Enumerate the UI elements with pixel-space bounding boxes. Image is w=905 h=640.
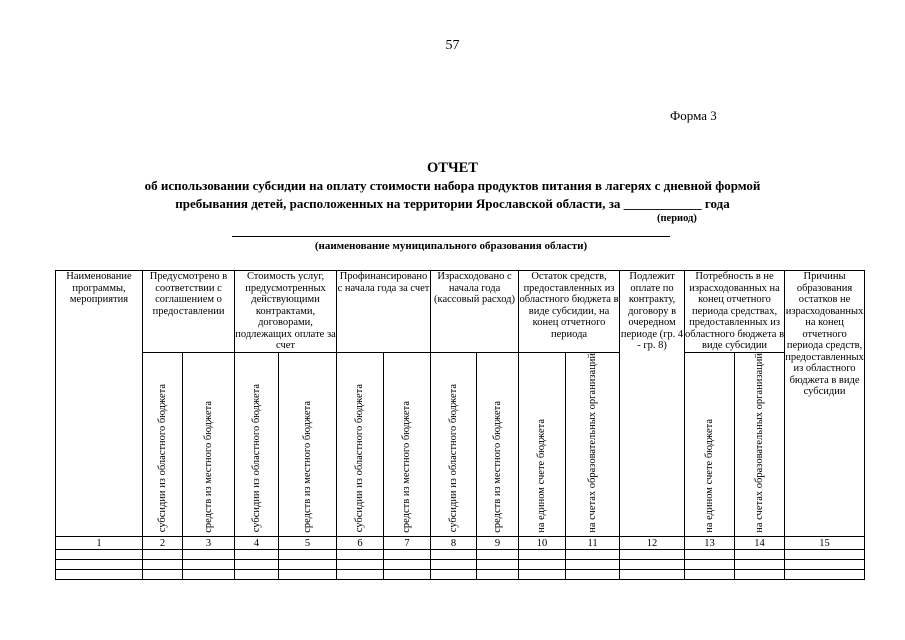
column-number: 3 — [183, 537, 235, 550]
subheader-col14: на счетах образовательных организаций — [735, 352, 785, 537]
page-number: 57 — [445, 38, 460, 53]
column-number: 5 — [279, 537, 337, 550]
table-row — [56, 560, 865, 570]
period-caption: (период) — [657, 213, 697, 224]
column-number: 14 — [735, 537, 785, 550]
subheader-col10: на едином счете бюджета — [519, 352, 566, 537]
column-number: 9 — [477, 537, 519, 550]
header-spent: Израсходовано с начала года (кассовый расход) — [431, 271, 519, 353]
column-number: 7 — [384, 537, 431, 550]
column-number: 12 — [620, 537, 685, 550]
column-number: 13 — [685, 537, 735, 550]
subheader-col2: субсидии из областного бюджета — [143, 352, 183, 537]
subheader-col6: субсидии из областного бюджета — [337, 352, 384, 537]
header-need: Потребность в не израсходованных на конец отчетного периода средствах, предоставленных из областного бюджета в виде субсидии — [685, 271, 785, 351]
header-remainder: Остаток средств, предоставленных из областного бюджета в виде субсидии, на конец отчетного периода — [519, 271, 620, 353]
report-subtitle-line2: пребывания детей, расположенных на территории Ярославской области, за ____________ года — [175, 196, 730, 211]
header-to-pay: Подлежит оплате по контракту, договору в очередном периоде (гр. 4 - гр. 8) — [620, 271, 685, 537]
subheader-col11: на счетах образовательных организаций — [566, 352, 620, 537]
column-number: 2 — [143, 537, 183, 550]
table-row — [56, 550, 865, 560]
column-number: 1 — [56, 537, 143, 550]
column-number: 11 — [566, 537, 620, 550]
header-provided: Предусмотрено в соответствии с соглашением о предоставлении — [143, 271, 235, 353]
subheader-col8: субсидии из областного бюджета — [431, 352, 477, 537]
municipality-fill-line — [232, 236, 670, 237]
subheader-col9: средств из местного бюджета — [477, 352, 519, 537]
column-number: 8 — [431, 537, 477, 550]
header-cost: Стоимость услуг, предусмотренных действующими контрактами, договорами, подлежащих оплате за счет — [235, 271, 336, 351]
column-number: 6 — [337, 537, 384, 550]
column-number: 4 — [235, 537, 279, 550]
subheader-col7: средств из местного бюджета — [384, 352, 431, 537]
report-table — [55, 270, 865, 580]
column-number: 15 — [785, 537, 865, 550]
header-program: Наименование программы, мероприятия — [56, 271, 143, 537]
column-number: 10 — [519, 537, 566, 550]
subheader-col4: субсидии из областного бюджета — [235, 352, 279, 537]
subheader-col5: средств из местного бюджета — [279, 352, 337, 537]
table-row — [56, 570, 865, 580]
header-reasons: Причины образования остатков не израсходованных на конец отчетного периода средств, предоставленных из областного бюджета в виде субсидии — [785, 271, 865, 537]
form-label: Форма 3 — [670, 108, 717, 123]
subheader-col13: на едином счете бюджета — [685, 352, 735, 537]
column-number-row — [56, 537, 865, 550]
report-title: ОТЧЕТ — [427, 160, 478, 176]
report-subtitle-line1: об использовании субсидии на оплату стоимости набора продуктов питания в лагерях с дневной формой — [144, 178, 761, 193]
header-financed: Профинансировано с начала года за счет — [337, 271, 431, 353]
municipality-caption: (наименование муниципального образования области) — [314, 240, 588, 252]
subheader-col3: средств из местного бюджета — [183, 352, 235, 537]
